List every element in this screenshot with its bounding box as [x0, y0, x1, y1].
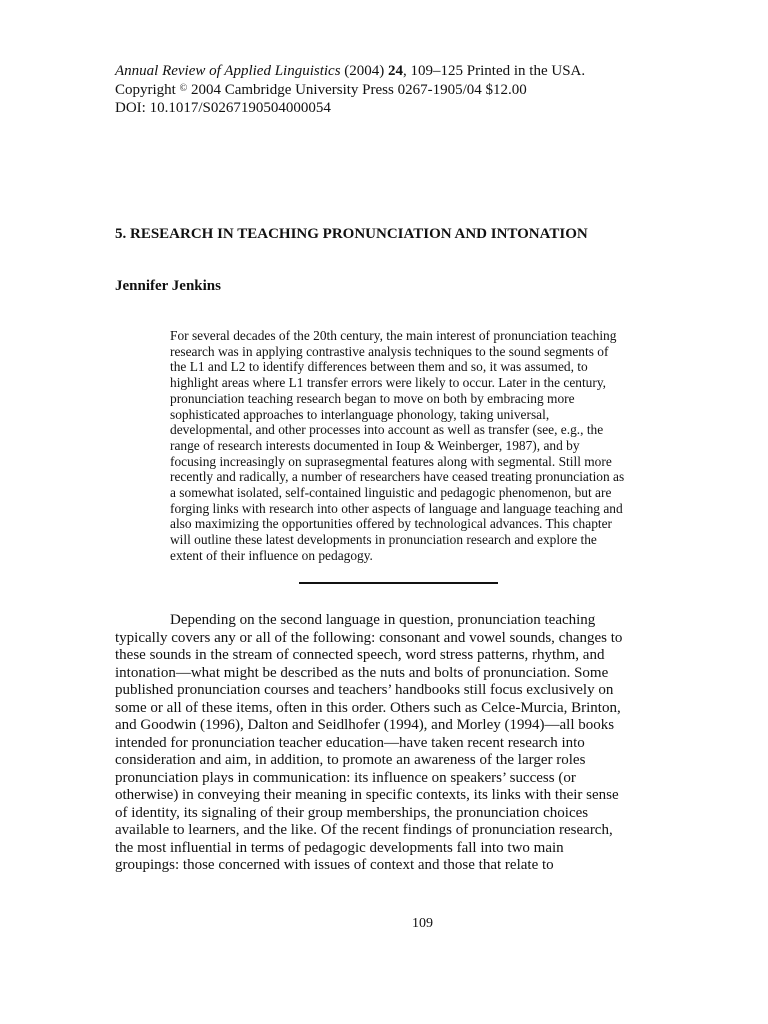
copyright-line [115, 80, 675, 99]
copyright-word: Copyright [115, 82, 176, 98]
body-line: typically covers any or all of the following: consonant and vowel sounds, changes to [115, 629, 623, 646]
citation-header [115, 62, 675, 117]
abstract-line: research was in applying contrastive analysis techniques to the sound segments of [170, 343, 609, 359]
body-line: groupings: those concerned with issues of context and those that relate to [115, 857, 554, 873]
abstract-line: sophisticated approaches to interlanguage phonology, taking universal, [170, 406, 550, 422]
page-number: 109 [412, 916, 433, 931]
abstract-line: will outline these latest developments in pronunciation research and explore the [170, 532, 597, 548]
abstract-line: forging links with research into other aspects of language and language teaching and [170, 500, 623, 516]
body-line: some or all of these items, often in this order. Others such as Celce-Murcia, Brinton, [115, 699, 621, 716]
abstract-line: a somewhat isolated, self-contained linguistic and pedagogic phenomenon, but are [170, 485, 612, 501]
body-line: of identity, its signaling of their group memberships, the pronunciation choices [115, 804, 589, 821]
abstract-line: developmental, and other processes into account as well as transfer (see, e.g., the [170, 422, 604, 438]
body-line: consideration and aim, in addition, to promote an awareness of the larger roles [115, 752, 586, 768]
doi-line: DOI: 10.1017/S0267190504000054 [115, 100, 331, 116]
body-line: and Goodwin (1996), Dalton and Seidlhofer (1994), and Morley (1994)—all books [115, 717, 615, 733]
volume-number: 24 [388, 63, 404, 79]
section-divider [299, 582, 498, 584]
body-paragraph [115, 612, 675, 875]
body-line: published pronunciation courses and teachers’ handbooks still focus exclusively on [115, 682, 614, 698]
body-line: available to learners, and the like. Of the recent findings of pronunciation research, [115, 822, 613, 838]
body-line: intended for pronunciation teacher education—have taken recent research into [115, 734, 585, 751]
journal-name: Annual Review of Applied Linguistics [115, 63, 341, 79]
author-name: Jennifer Jenkins [115, 278, 221, 294]
body-line: pronunciation plays in communication: its influence on speakers’ success (or [115, 769, 576, 786]
abstract-line: recently and radically, a number of researchers have ceased treating pronunciation as [170, 469, 625, 485]
body-line: intonation—what might be described as the nuts and bolts of pronunciation. Some [115, 664, 609, 681]
copyright-icon: © [179, 83, 188, 94]
body-line: Depending on the second language in question, pronunciation teaching [170, 612, 596, 628]
abstract-line: the L1 and L2 to identify differences between them and so, it was assumed, to [170, 359, 588, 375]
abstract-line: For several decades of the 20th century, the main interest of pronunciation teaching [170, 328, 617, 343]
body-line: these sounds in the stream of connected speech, word stress patterns, rhythm, and [115, 647, 605, 663]
publication-year: (2004) [344, 63, 385, 79]
body-line: the most influential in terms of pedagogic developments fall into two main [115, 839, 564, 856]
abstract-line: focusing increasingly on suprasegmental features along with segmental. Still more [170, 453, 612, 469]
abstract-line: also maximizing the opportunities offered by technological advances. This chapter [170, 516, 613, 532]
copyright-details: 2004 Cambridge University Press 0267-1905/04 $12.00 [190, 82, 527, 98]
chapter-title: 5. RESEARCH IN TEACHING PRONUNCIATION AND INTONATION [115, 226, 588, 242]
abstract-line: pronunciation teaching research began to move on both by embracing more [170, 390, 575, 406]
body-line: otherwise) in conveying their meaning in specific contexts, its links with their sense [115, 787, 619, 803]
abstract-line: highlight areas where L1 transfer errors were likely to occur. Later in the century, [170, 375, 607, 391]
page-range: , 109–125 Printed in the USA. [403, 63, 586, 79]
abstract [170, 328, 660, 564]
citation-line [115, 62, 675, 80]
abstract-line: extent of their influence on pedagogy. [170, 547, 373, 563]
abstract-line: range of research interests documented in Ioup & Weinberger, 1987), and by [170, 437, 580, 453]
